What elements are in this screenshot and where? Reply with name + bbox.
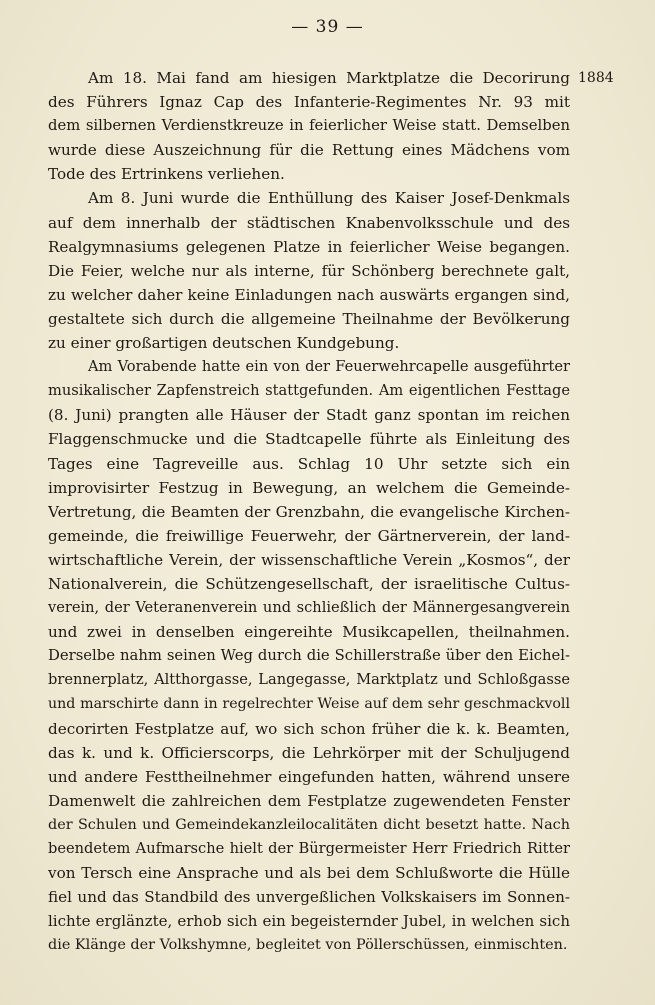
text-line: Vertretung, die Beamten der Grenzbahn, die evangelische Kirchen- xyxy=(48,502,570,521)
text-line: von Tersch eine Ansprache und als bei dem Schlußworte die Hülle xyxy=(48,864,570,883)
text-line: Tages eine Tagreveille aus. Schlag 10 Uhr setzte sich ein xyxy=(48,454,570,473)
text-line: verein, der Veteranenverein und schließlich der Männergesangverein xyxy=(48,599,570,617)
text-line: Am Vorabende hatte ein von der Feuerwehrcapelle ausgeführter xyxy=(88,358,570,376)
text-line: Damenwelt die zahlreichen dem Festplatze zugewendeten Fenster xyxy=(48,791,570,810)
text-line: der Schulen und Gemeindekanzleilocalitäten dicht besetzt hatte. Nach xyxy=(48,816,570,833)
text-line: das k. und k. Officierscorps, die Lehrkörper mit der Schuljugend xyxy=(48,743,570,762)
text-line: Am 18. Mai fand am hiesigen Marktplatze die Decorirung xyxy=(88,69,570,87)
text-line: gestaltete sich durch die allgemeine Theilnahme der Bevölkerung xyxy=(48,309,570,328)
text-line: decorirten Festplatze auf, wo sich schon früher die k. k. Beamten, xyxy=(48,719,570,738)
text-line: dem silbernen Verdienstkreuze in feierlicher Weise statt. Demselben xyxy=(48,117,570,135)
text-line: zu einer großartigen deutschen Kundgebung. xyxy=(48,334,400,353)
page-number: — 39 — xyxy=(291,17,364,37)
text-line: die Klänge der Volkshymne, begleitet von Pöllerschüssen, einmischten. xyxy=(48,937,568,954)
text-line: und marschirte dann in regelrechter Weise auf dem sehr geschmackvoll xyxy=(48,696,570,713)
text-line: wirtschaftliche Verein, der wissenschaftliche Verein „Kosmos“, der xyxy=(48,550,570,569)
text-line: des Führers Ignaz Cap des Infanterie-Regimentes Nr. 93 mit xyxy=(48,93,570,112)
text-line: Flaggenschmucke und die Stadtcapelle führte als Einleitung des xyxy=(48,430,570,449)
text-line: Am 8. Juni wurde die Enthüllung des Kaiser Josef-Denkmals xyxy=(88,189,570,208)
text-line: zu welcher daher keine Einladungen nach auswärts ergangen sind, xyxy=(48,285,570,304)
text-line: Derselbe nahm seinen Weg durch die Schillerstraße über den Eichel- xyxy=(48,647,570,665)
text-line: Die Feier, welche nur als interne, für Schönberg berechnete galt, xyxy=(48,261,570,280)
margin-year-note: 1884 xyxy=(578,70,614,86)
text-line: wurde diese Auszeichnung für die Rettung eines Mädchens vom xyxy=(48,141,570,160)
text-line: gemeinde, die freiwillige Feuerwehr, der Gärtnerverein, der land- xyxy=(48,526,570,545)
text-line: Nationalverein, die Schützengesellschaft, der israelitische Cultus- xyxy=(48,574,570,593)
text-line: lichte erglänzte, erhob sich ein begeisternder Jubel, in welchen sich xyxy=(48,912,570,931)
text-line: Realgymnasiums gelegenen Platze in feierlicher Weise begangen. xyxy=(48,237,570,256)
text-line: musikalischer Zapfenstreich stattgefunden. Am eigentlichen Festtage xyxy=(48,382,570,400)
text-line: fiel und das Standbild des unvergeßlichen Volkskaisers im Sonnen- xyxy=(48,888,570,907)
text-line: (8. Juni) prangten alle Häuser der Stadt ganz spontan im reichen xyxy=(48,406,570,425)
text-line: auf dem innerhalb der städtischen Knabenvolksschule und des xyxy=(48,213,570,232)
body-text xyxy=(48,66,570,957)
text-line: improvisirter Festzug in Bewegung, an welchem die Gemeinde- xyxy=(48,478,570,497)
text-line: beendetem Aufmarsche hielt der Bürgermeister Herr Friedrich Ritter xyxy=(48,840,570,857)
text-line: und andere Festtheilnehmer eingefunden hatten, während unsere xyxy=(48,767,570,786)
text-line: Tode des Ertrinkens verliehen. xyxy=(48,165,285,184)
text-line: und zwei in denselben eingereihte Musikcapellen, theilnahmen. xyxy=(48,623,570,642)
text-line: brennerplatz, Altthorgasse, Langegasse, Marktplatz und Schloßgasse xyxy=(48,671,570,689)
